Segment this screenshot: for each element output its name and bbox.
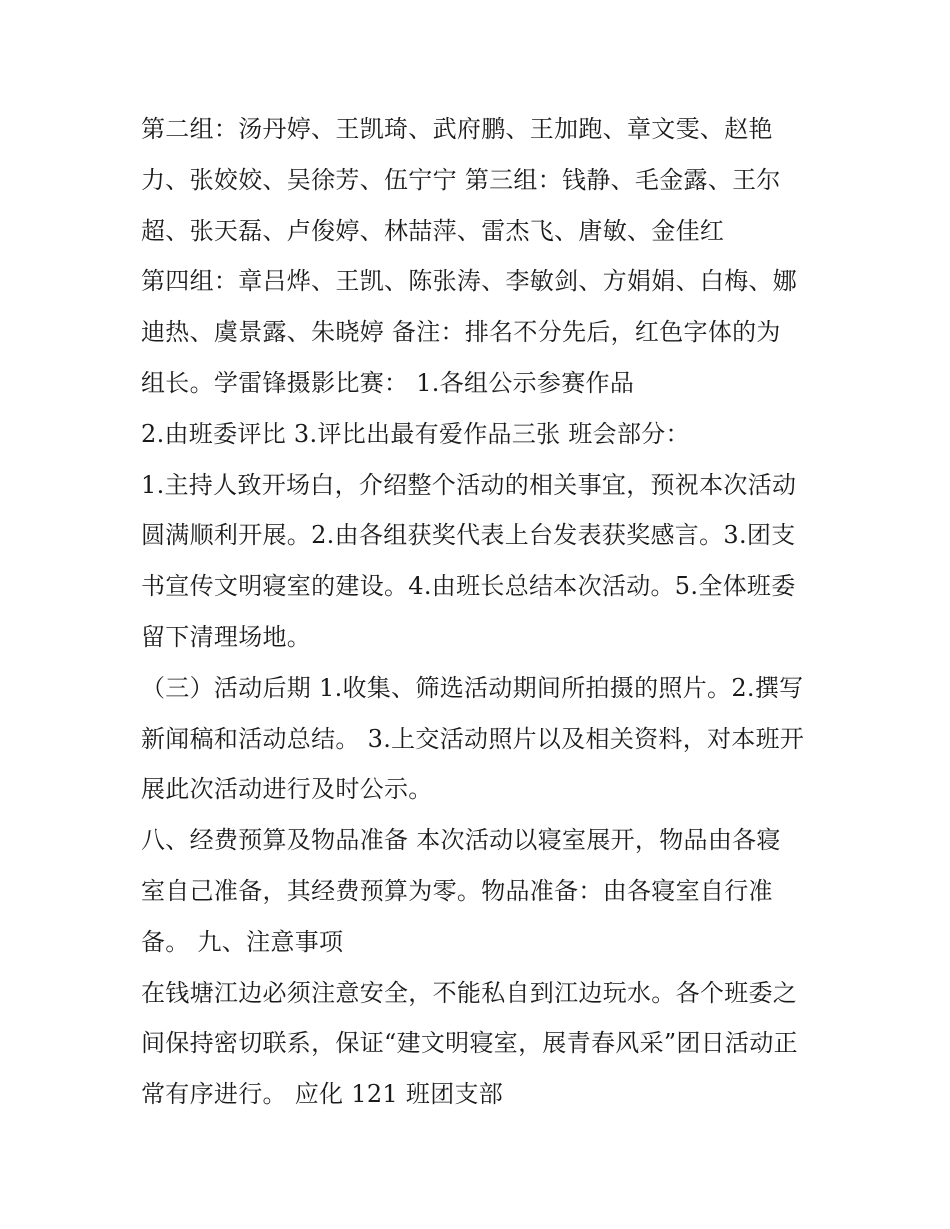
text-line: 常有序进行。 应化 121 班团支部 [141, 1080, 504, 1109]
text-line: 2.由班委评比 3.评比出最有爱作品三张 班会部分： [141, 419, 690, 448]
document-body [141, 104, 821, 1120]
text-line: 间保持密切联系，保证“建文明寝室，展青春风采”团日活动正 [141, 1029, 798, 1058]
text-line: 组长。学雷锋摄影比赛： 1.各组公示参赛作品 [141, 368, 635, 397]
text-line: 书宣传文明寝室的建设。4.由班长总结本次活动。5.全体班委 [141, 572, 796, 601]
text-line: 圆满顺利开展。2.由各组获奖代表上台发表获奖感言。3.团支 [141, 521, 796, 550]
text-line: 在钱塘江边必须注意安全，不能私自到江边玩水。各个班委之 [141, 978, 798, 1007]
text-line: 第四组：章吕烨、王凯、陈张涛、李敏剑、方娟娟、白梅、娜 [141, 267, 798, 296]
text-line: 室自己准备，其经费预算为零。物品准备：由各寝室自行准 [141, 876, 773, 905]
text-line: 力、张姣姣、吴徐芳、伍宁宁 第三组：钱静、毛金露、王尔 [141, 165, 781, 194]
text-line: 留下清理场地。 [141, 622, 312, 651]
text-line: 1.主持人致开场白，介绍整个活动的相关事宜，预祝本次活动 [141, 470, 797, 499]
text-line: 迪热、虞景露、朱晓婷 备注：排名不分先后，红色字体的为 [141, 318, 781, 347]
text-line: （三）活动后期 1.收集、筛选活动期间所拍摄的照片。2.撰写 [141, 673, 804, 702]
text-line: 备。 九、注意事项 [141, 927, 344, 956]
text-line: 八、经费预算及物品准备 本次活动以寝室展开，物品由各寝 [141, 826, 781, 855]
text-line: 新闻稿和活动总结。 3.上交活动照片以及相关资料，对本班开 [141, 724, 805, 753]
text-line: 超、张天磊、卢俊婷、林喆萍、雷杰飞、唐敏、金佳红 [141, 216, 725, 245]
text-line: 第二组：汤丹婷、王凯琦、武府鹏、王加跑、章文雯、赵艳 [141, 115, 773, 143]
text-line: 展此次活动进行及时公示。 [141, 775, 433, 804]
